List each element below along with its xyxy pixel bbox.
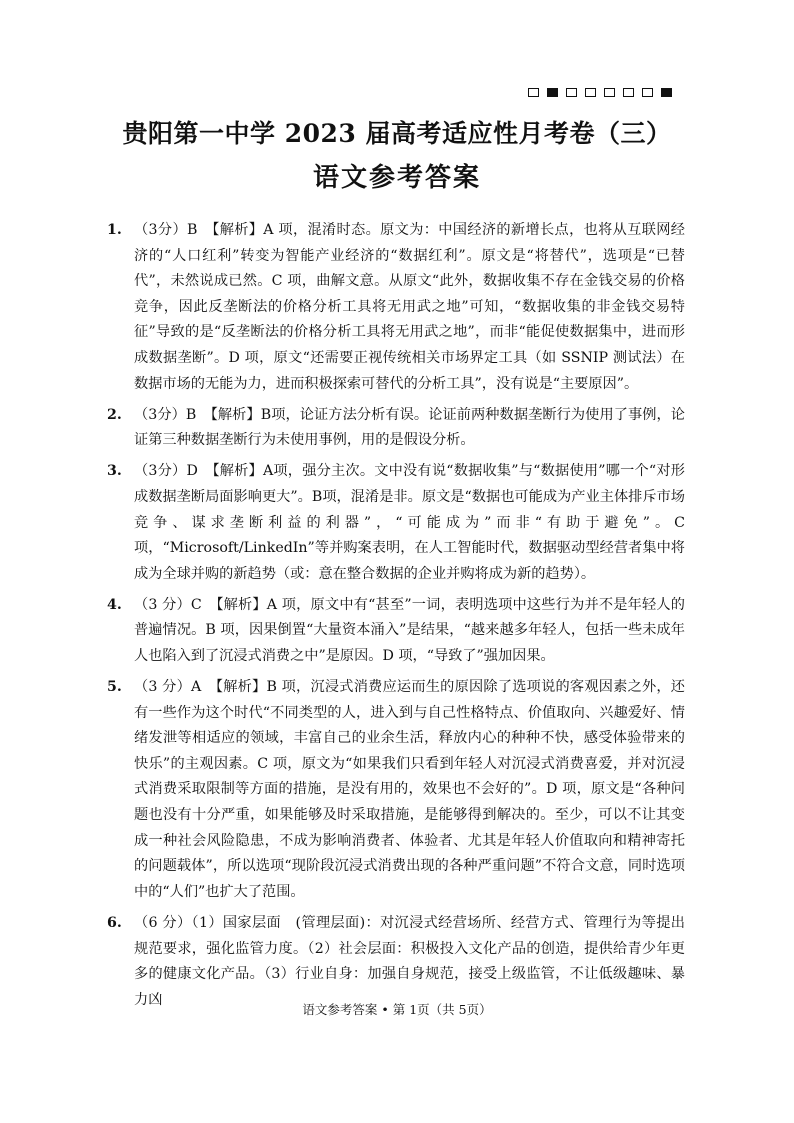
answer-item bbox=[107, 593, 685, 670]
mark-square bbox=[604, 88, 615, 97]
mark-square bbox=[528, 88, 539, 97]
answer-text: （3分）D 【解析】A项，强分主次。文中没有说“数据收集”与“数据使用”哪一个“对形成数据垄断局面影响更大”。B项，混淆是非。原文是“数据也可能成为产业主体排斥市场竞争、谋求垄断利益的利器”，“可能成为”而非“有助于避免”。C项，“Microsoft/LinkedIn”等并购案表明，在人工智能时代，数据驱动型经营者集中将成为全球并购的新趋势（或：意在整合数据的企业并购将成为新的趋势）。 bbox=[134, 463, 685, 582]
answer-number: 3. bbox=[107, 463, 122, 480]
answer-item bbox=[107, 911, 685, 1013]
answer-text: （3 分）C 【解析】A 项，原文中有“甚至”一词，表明选项中这些行为并不是年轻人的普遍情况。B 项，因果倒置“大量资本涌入”是结果，“越来越多年轻人，包括一些未成年人也陷入到了沉浸式消费之中”是原因。D 项，“导致了”强加因果。 bbox=[134, 596, 685, 664]
answer-text: （6 分）（1）国家层面 (管理层面)：对沉浸式经营场所、经营方式、管理行为等提出规范要求，强化监管力度。（2）社会层面：积极投入文化产品的创造，提供给青少年更多的健康文化产品。（3）行业自身：加强自身规范，接受上级监管，不让低级趣味、暴力凶 bbox=[134, 914, 685, 1008]
answer-text: （3分）B 【解析】B项，论证方法分析有误。论证前两种数据垄断行为使用了事例，论证第三种数据垄断行为未使用事例，用的是假设分析。 bbox=[134, 406, 685, 449]
answer-number: 6. bbox=[107, 914, 122, 931]
corner-marks bbox=[528, 88, 672, 97]
answer-list bbox=[107, 218, 685, 1019]
page-footer: 语文参考答案 • 第 1页（共 5页） bbox=[302, 1002, 492, 1017]
page-title: 贵阳第一中学 2023 届高考适应性月考卷（三） bbox=[122, 119, 672, 148]
answer-number: 1. bbox=[107, 222, 122, 238]
mark-square bbox=[642, 88, 653, 97]
page-subtitle: 语文参考答案 bbox=[312, 163, 481, 193]
answer-number: 5. bbox=[107, 679, 122, 696]
answer-number: 4. bbox=[107, 596, 122, 613]
answer-text: （3 分）A 【解析】B 项，沉浸式消费应运而生的原因除了选项说的客观因素之外，还有一些作为这个时代“不同类型的人，进入到与自己性格特点、价值取向、兴趣爱好、情绪发泄等相适应的领域，丰富自己的业余生活，释放内心的种种不快，感受体验带来的快乐”的主观因素。C 项，原文为“如果我们只看到年轻人对沉浸式消费喜爱，并对沉浸式消费采取限制等方面的措施，是没有用的，效果也不会好的”。D 项，原文是“各种问题也没有十分严重，如果能够及时采取措施，是能够得到解决的。至少，可以不让其变成一种社会风险隐患，不成为影响消费者、体验者、尤其是年轻人价值取向和精神寄托的问题载体”，所以选项“现阶段沉浸式消费出现的各种严重问题”不符合文意，同时选项中的“人们”也扩大了范围。 bbox=[134, 679, 685, 900]
mark-square bbox=[585, 88, 596, 97]
mark-square bbox=[661, 88, 672, 97]
answer-item bbox=[107, 675, 685, 905]
mark-square bbox=[623, 88, 634, 97]
mark-square bbox=[566, 88, 577, 97]
answer-item bbox=[107, 218, 685, 397]
answer-item bbox=[107, 459, 685, 587]
answer-text: （3分）B 【解析】A 项，混淆时态。原文为：中国经济的新增长点，也将从互联网经济的“人口红利”转变为智能产业经济的“数据红利”。原文是“将替代”，选项是“已替代”，未然说成已然。C 项，曲解文意。从原文“此外，数据收集不存在金钱交易的价格竞争，因此反垄断法的价格分析工具将无用武之地”可知，“数据收集的非金钱交易特征”导致的是“反垄断法的价格分析工具将无用武之地”，而非“能促使数据集中，进而形成数据垄断”。D 项，原文“还需要正视传统相关市场界定工具（如 SSNIP 测试法）在数据市场的无能为力，进而积极探索可替代的分析工具”，没有说是“主要原因”。 bbox=[134, 222, 685, 392]
answer-number: 2. bbox=[107, 406, 122, 423]
answer-item bbox=[107, 403, 685, 454]
mark-square bbox=[547, 88, 558, 97]
